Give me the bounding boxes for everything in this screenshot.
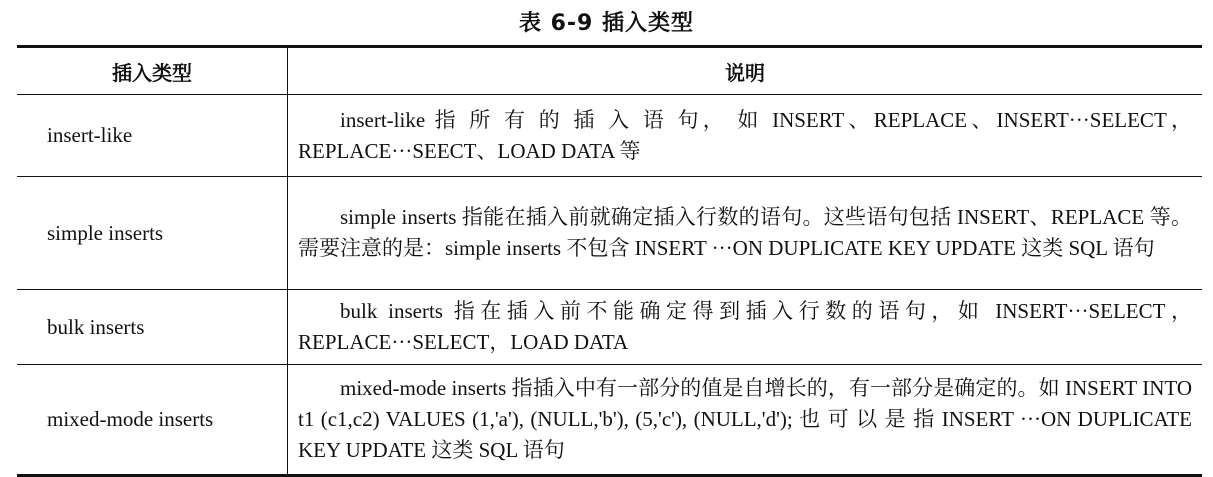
header-insert-type: 插入类型 [17, 47, 288, 95]
row-simple-inserts-type: simple inserts [17, 177, 288, 290]
row-insert-like-desc: insert-like 指 所 有 的 插 入 语 句， 如 INSERT、REPLACE、INSERT···SELECT，REPLACE···SEECT、LOAD DATA 等 [288, 95, 1203, 177]
table-row [17, 365, 1202, 476]
table-row [17, 290, 1202, 365]
row-simple-inserts-desc: simple inserts 指能在插入前就确定插入行数的语句。这些语句包括 INSERT、REPLACE 等。需要注意的是：simple inserts 不包含 INSERT ···ON DUPLICATE KEY UPDATE 这类 SQL 语句 [288, 177, 1203, 290]
table-row [17, 177, 1202, 290]
insert-types-table [17, 45, 1202, 477]
row-insert-like-type: insert-like [17, 95, 288, 177]
table-header-row [17, 47, 1202, 95]
row-bulk-inserts-type: bulk inserts [17, 290, 288, 365]
row-mixed-mode-inserts-desc: mixed-mode inserts 指插入中有一部分的值是自增长的，有一部分是确定的。如 INSERT INTO t1 (c1,c2) VALUES (1,'a'), (NULL,'b'), (5,'c'), (NULL,'d'); 也 可 以 是 指 INSERT ···ON DUPLICATE KEY UPDATE 这类 SQL 语句 [288, 365, 1203, 476]
row-bulk-inserts-desc: bulk inserts 指在插入前不能确定得到插入行数的语句，如 INSERT···SELECT，REPLACE···SELECT，LOAD DATA [288, 290, 1203, 365]
header-description: 说明 [288, 47, 1203, 95]
table-row [17, 95, 1202, 177]
row-mixed-mode-inserts-type: mixed-mode inserts [17, 365, 288, 476]
table-caption: 表 6-9 插入类型 [518, 11, 695, 36]
